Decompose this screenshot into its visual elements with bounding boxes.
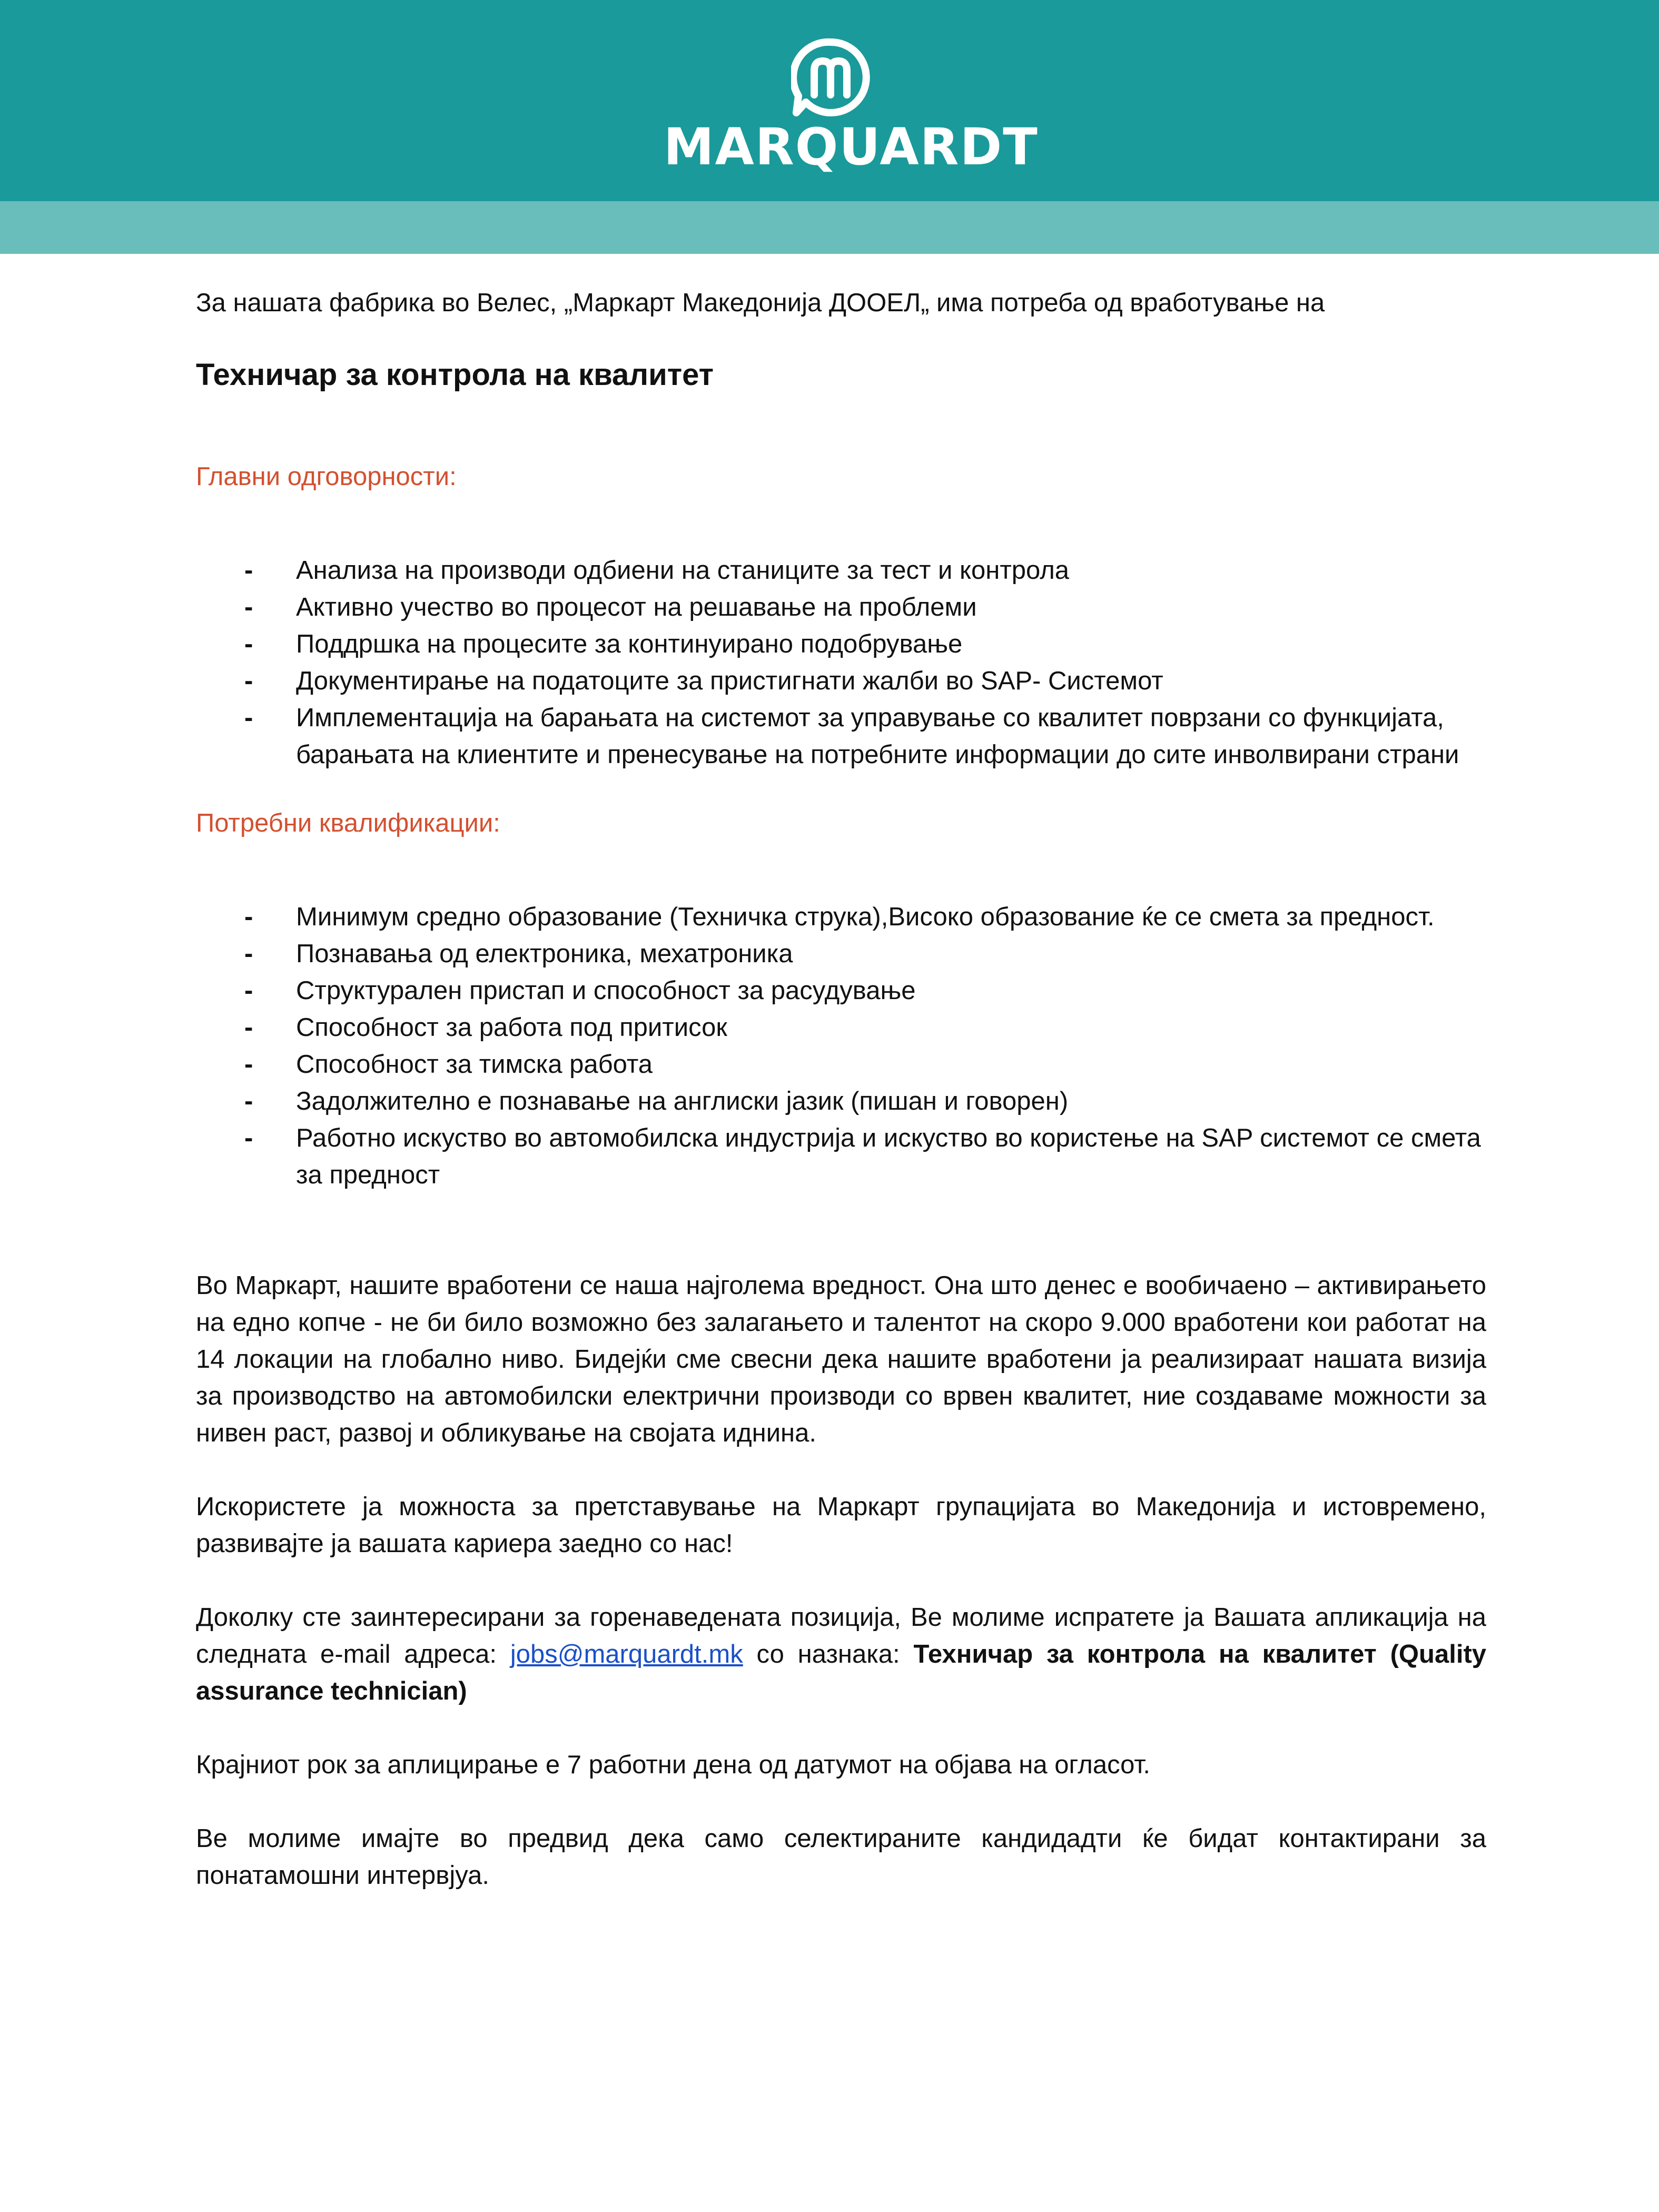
- note-paragraph: Ве молиме имајте во предвид дека само селектираните кандидадти ќе бидат контактирани за понатамошни интервјуа.: [196, 1824, 1486, 1890]
- opportunity-paragraph: Искористете ја можноста за претставување на Маркарт групацијата во Македонија и истовремено, развивајте ја вашата кариера заедно со нас!: [196, 1493, 1486, 1558]
- qualifications-list: [196, 898, 1486, 1193]
- list-item: - Задолжително е познавање на англиски јазик (пишан и говорен): [196, 1083, 1486, 1120]
- marquardt-m-speech-bubble-icon: [791, 38, 870, 117]
- header-banner: [0, 0, 1659, 201]
- about-paragraph: Во Маркарт, нашите вработени се наша најголема вредност. Она што денес е вообичаено – активирањето на едно копче - не би било возможно без залагањето и талентот на скоро 9.000 вработени кои работат на 14 локации на глобално ниво. Бидејќи сме свесни дека нашите вработени ја реализираат нашата визија за производство на автомобилски електрични производи со врвен квалитет, ние создаваме можности за нивен раст, развој и обликување на својата иднина.: [196, 1271, 1486, 1447]
- list-item: - Структурален пристап и способност за расудување: [196, 972, 1486, 1009]
- list-item: - Минимум средно образование (Техничка струка),Високо образование ќе се смета за предност.: [196, 898, 1486, 935]
- apply-text-middle: со назнака:: [743, 1640, 914, 1668]
- list-item: - Способност за тимска работа: [196, 1046, 1486, 1083]
- list-item: - Активно учество во процесот на решавање на проблеми: [196, 589, 1486, 626]
- list-item: - Документирање на податоците за пристигнати жалби во SAP- Системот: [196, 663, 1486, 699]
- responsibilities-heading: Главни одговорности:: [196, 462, 457, 491]
- list-item: - Анализа на производи одбиени на станиците за тест и контрола: [196, 552, 1486, 589]
- apply-text: Доколку сте заинтересирани за горенаведената позиција, Ве молиме испратете ја Вашата апликација на следната e-mail адреса:: [196, 1603, 1486, 1668]
- apply-paragraph: [196, 1599, 1486, 1710]
- list-item: - Имплементација на барањата на системот за управување со квалитет поврзани со функцијата, барањата на клиентите и пренесување на потребните информации до сите инволвирани страни: [196, 699, 1486, 773]
- qualifications-heading: Потребни квалификации:: [196, 809, 500, 837]
- deadline-paragraph: Крајниот рок за аплицирање е 7 работни дена од датумот на објава на огласот.: [196, 1751, 1150, 1779]
- list-item: - Работно искуство во автомобилска индустрија и искуство во користење на SAP системот се смета за предност: [196, 1120, 1486, 1193]
- intro-text: За нашата фабрика во Велес, „Маркарт Македонија ДООЕЛ„ има потреба од вработување на: [196, 289, 1325, 317]
- responsibilities-list: [196, 552, 1486, 773]
- brand-wordmark: MARQUARDT: [664, 117, 1039, 176]
- job-posting-body: [196, 284, 1486, 1894]
- header-accent-band: [0, 201, 1659, 254]
- apply-subject: Техничар за контрола на квалитет (Quality assurance technician): [196, 1640, 1487, 1705]
- list-item: - Познавања од електроника, мехатроника: [196, 935, 1486, 972]
- email-link[interactable]: jobs@marquardt.mk: [510, 1640, 743, 1668]
- list-item: - Способност за работа под притисок: [196, 1009, 1486, 1046]
- job-title: Техничар за контрола на квалитет: [196, 358, 714, 392]
- list-item: - Поддршка на процесите за континуирано подобрување: [196, 626, 1486, 663]
